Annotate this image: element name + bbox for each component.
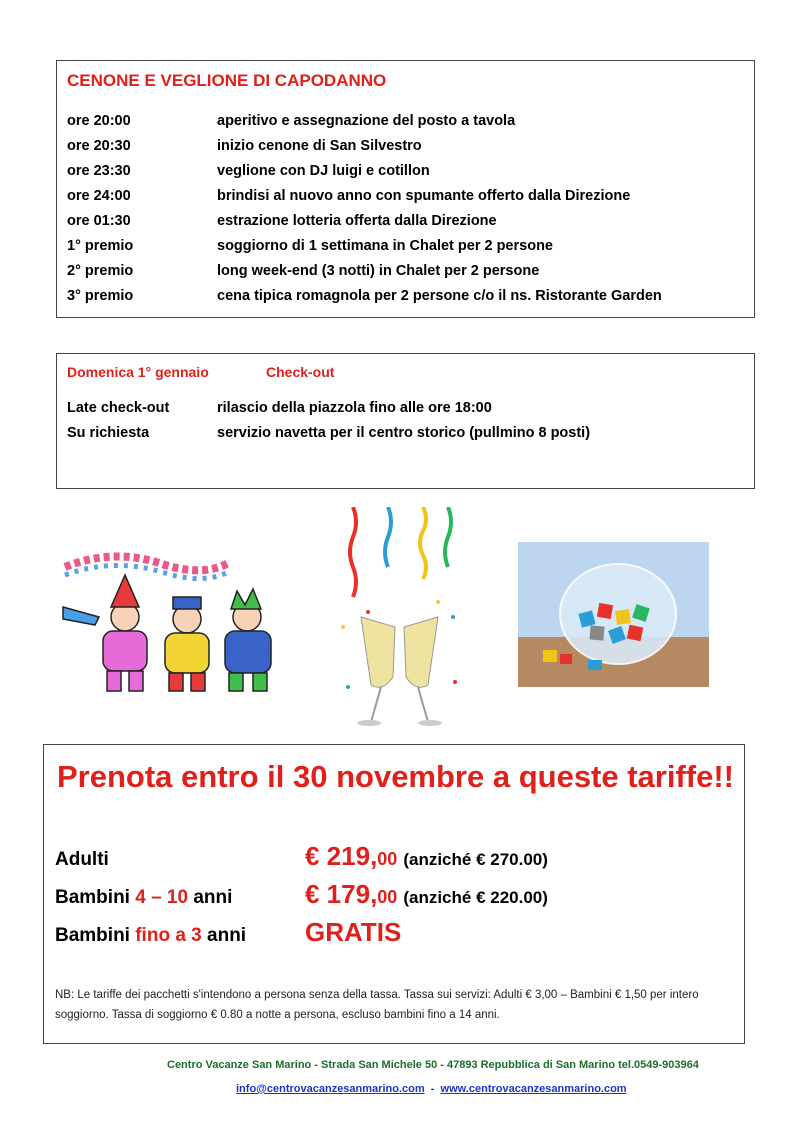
- schedule-time: ore 01:30: [67, 212, 131, 229]
- price-label-part: anni: [188, 887, 233, 908]
- promo-headline: Prenota entro il 30 novembre a queste tariffe!!: [57, 759, 735, 794]
- schedule-row: [67, 133, 662, 158]
- schedule-row: [67, 208, 662, 233]
- event-title: CENONE E VEGLIONE DI CAPODANNO: [67, 71, 387, 90]
- champagne-glasses-photo: [333, 507, 466, 730]
- schedule-time: 3° premio: [67, 287, 134, 304]
- price-cents: 00: [377, 849, 398, 869]
- event-schedule-box: [56, 60, 755, 318]
- price-label: [55, 925, 305, 947]
- pricing-box: [43, 744, 745, 1044]
- price-old: (anziché € 270.00): [403, 850, 548, 869]
- schedule-row: [67, 233, 662, 258]
- checkout-label: Check-out: [266, 364, 335, 380]
- price-value: GRATIS: [305, 917, 402, 947]
- price-value: € 219,: [305, 841, 378, 871]
- checkout-row: [67, 420, 590, 445]
- schedule-desc: aperitivo e assegnazione del posto a tavola: [217, 112, 516, 129]
- email-link[interactable]: info@centrovacanzesanmarino.com: [236, 1083, 425, 1095]
- party-kids-illustration: [55, 547, 293, 695]
- price-label-age: fino a 3: [135, 925, 202, 946]
- schedule-time: ore 20:00: [67, 112, 131, 129]
- checkout-row-desc: servizio navetta per il centro storico (pullmino 8 posti): [217, 424, 591, 441]
- checkout-row: [67, 395, 590, 420]
- price-cents: 00: [377, 887, 398, 907]
- schedule-row: [67, 258, 662, 283]
- schedule-list: [67, 108, 662, 308]
- schedule-row: [67, 158, 662, 183]
- price-row-kids-3: [55, 917, 401, 948]
- checkout-row-label: Su richiesta: [67, 424, 150, 441]
- schedule-desc: brindisi al nuovo anno con spumante offerto dalla Direzione: [217, 187, 631, 204]
- schedule-desc: long week-end (3 notti) in Chalet per 2 persone: [217, 262, 540, 279]
- price-label-part: Bambini: [55, 887, 136, 908]
- checkout-header: [67, 364, 334, 380]
- schedule-desc: cena tipica romagnola per 2 persone c/o il ns. Ristorante Garden: [217, 287, 662, 304]
- price-label-part: Bambini: [55, 925, 136, 946]
- checkout-box: [56, 353, 755, 489]
- price-label: [55, 887, 305, 909]
- schedule-row: [67, 108, 662, 133]
- schedule-desc: inizio cenone di San Silvestro: [217, 137, 422, 154]
- price-old: (anziché € 220.00): [403, 888, 548, 907]
- checkout-day: Domenica 1° gennaio: [67, 364, 209, 380]
- schedule-row: [67, 183, 662, 208]
- footer-address: Centro Vacanze San Marino - Strada San Michele 50 - 47893 Repubblica di San Marino tel.0549-903964: [167, 1059, 699, 1071]
- price-row-adults: [55, 841, 548, 872]
- schedule-time: ore 23:30: [67, 162, 131, 179]
- checkout-row-desc: rilascio della piazzola fino alle ore 18:00: [217, 399, 492, 416]
- schedule-time: ore 24:00: [67, 187, 131, 204]
- pricing-note: NB: Le tariffe dei pacchetti s'intendono a persona senza della tassa. Tassa sui servizi: Adulti € 3,00 – Bambini € 1,50 per intero soggiorno. Tassa di soggiorno € 0.80 a notte a persona, escluso bambini fino a 14 anni.: [55, 989, 699, 1021]
- schedule-time: 2° premio: [67, 262, 134, 279]
- schedule-desc: estrazione lotteria offerta dalla Direzione: [217, 212, 497, 229]
- price-value: € 179,: [305, 879, 378, 909]
- schedule-time: 1° premio: [67, 237, 134, 254]
- price-label-part: anni: [201, 925, 247, 946]
- schedule-desc: soggiorno di 1 settimana in Chalet per 2 persone: [217, 237, 553, 254]
- schedule-desc: veglione con DJ luigi e cotillon: [217, 162, 430, 179]
- checkout-list: [67, 395, 590, 445]
- schedule-row: [67, 283, 662, 308]
- price-label: Adulti: [55, 849, 109, 870]
- footer-separator: -: [430, 1083, 435, 1095]
- price-label-age: 4 – 10: [135, 887, 189, 908]
- checkout-row-label: Late check-out: [67, 399, 170, 416]
- price-row-kids-4-10: [55, 879, 548, 910]
- lottery-bowl-photo: [518, 542, 709, 687]
- website-link[interactable]: www.centrovacanzesanmarino.com: [440, 1083, 627, 1095]
- schedule-time: ore 20:30: [67, 137, 131, 154]
